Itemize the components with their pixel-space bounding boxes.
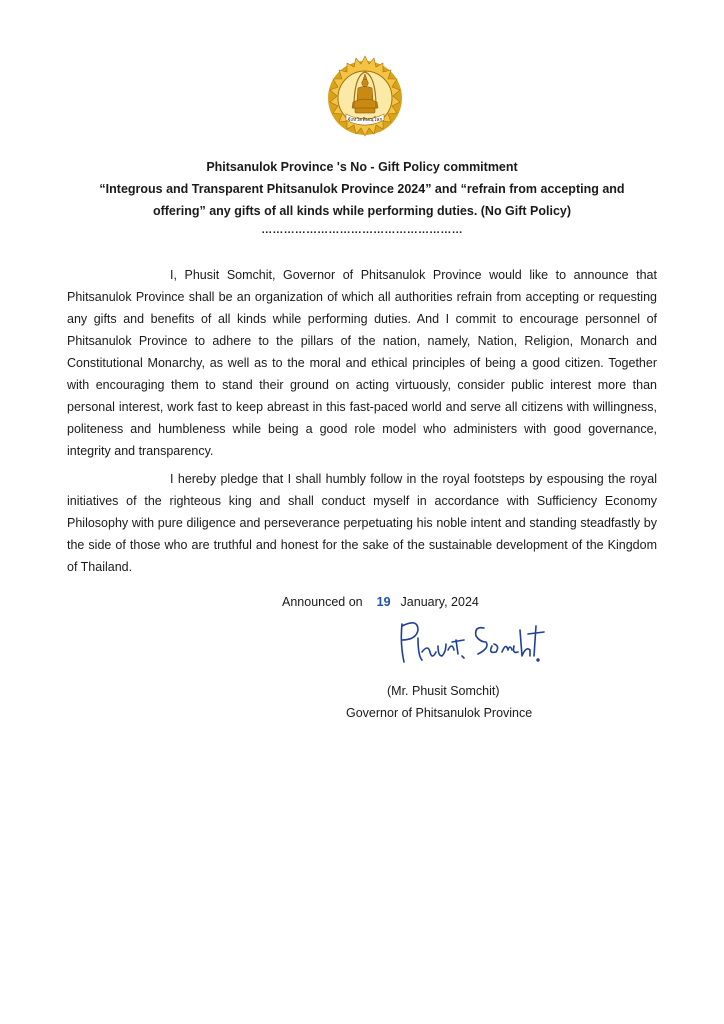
announcement-date: [282, 595, 479, 609]
signatory-position: Governor of Phitsanulok Province: [346, 706, 533, 720]
provincial-seal-icon: [326, 52, 404, 144]
title-line-3: offering” any gifts of all kinds while performing duties. (No Gift Policy): [152, 204, 572, 218]
handwritten-signature: [388, 616, 548, 672]
announced-on-label: Announced on: [282, 595, 363, 609]
title-line-1: Phitsanulok Province 's No - Gift Policy commitment: [206, 160, 518, 174]
dotted-divider: ………………………………………………: [261, 224, 463, 236]
paragraph-1: I, Phusit Somchit, Governor of Phitsanulok Province would like to announce that Phitsanulok Province shall be an organization of which all authorities refrain from accepting or requesting any gifts and benefits of all kinds while performing duties. And I commit to encourage personnel of Phitsanulok Province to adhere to the pillars of the nation, namely, Nation, Religion, Monarch and Constitutional Monarchy, as well as to the moral and ethical principles of being a good citizen. Together with encouraging them to stand their ground on acting virtuously, consider public interest more than personal interest, work fast to keep abreast in this fast-paced world and serve all citizens with willingness, politeness and humbleness while being a good role model who administers with good governance, integrity and transparency.: [67, 268, 657, 458]
document-body: [67, 264, 657, 584]
document-title: [60, 156, 664, 222]
title-line-2: “Integrous and Transparent Phitsanulok Province 2024” and “refrain from accepting and: [99, 182, 625, 196]
announcement-month-year: January, 2024: [400, 595, 479, 609]
announcement-day: 19: [376, 595, 391, 609]
svg-text:จังหวัดพิษณุโลก: จังหวัดพิษณุโลก: [347, 117, 383, 123]
paragraph-2: I hereby pledge that I shall humbly follow in the royal footsteps by espousing the royal initiatives of the righteous king and shall conduct myself in accordance with Sufficiency Economy Philosophy with pure diligence and perseverance perpetuating his noble intent and standing steadfastly by the side of those who are truthful and honest for the sake of the sustainable development of the Kingdom of Thailand.: [67, 472, 657, 574]
signatory-name: (Mr. Phusit Somchit): [387, 684, 500, 698]
